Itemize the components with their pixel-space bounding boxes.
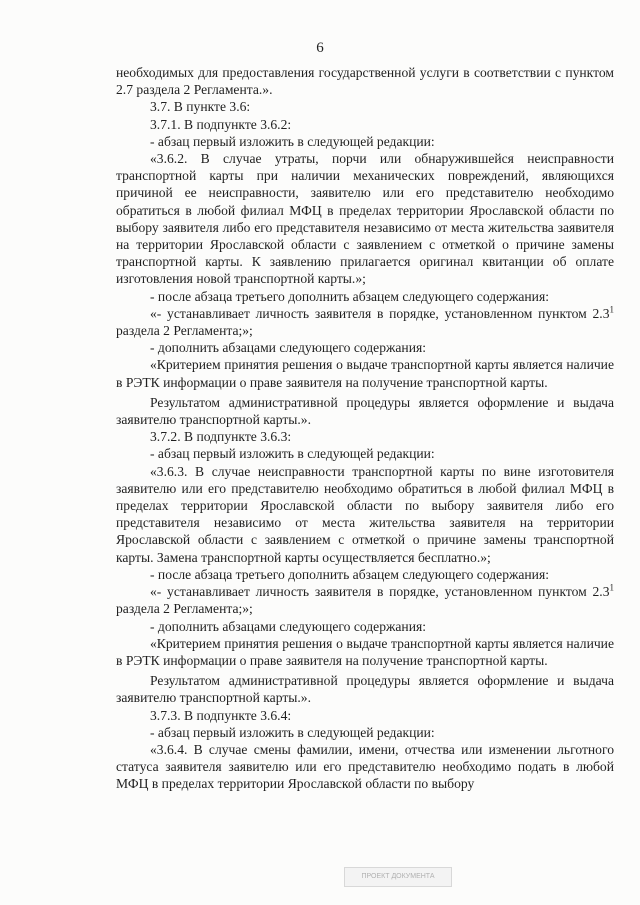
superscript: 1 — [609, 582, 614, 593]
paragraph: Результатом административной процедуры является оформление и выдача заявителю транспортной карты.». — [116, 673, 614, 706]
document-body — [116, 64, 614, 793]
paragraph: - после абзаца третьего дополнить абзацем следующего содержания: — [150, 288, 549, 304]
paragraph: 3.7.3. В подпункте 3.6.4: — [150, 707, 292, 723]
paragraph: 3.7. В пункте 3.6: — [150, 99, 251, 115]
paragraph: - дополнить абзацами следующего содержания: — [150, 340, 427, 356]
paragraph: «Критерием принятия решения о выдаче транспортной карты является наличие в РЭТК информации о праве заявителя на получение транспортной карты. — [116, 357, 614, 390]
paragraph: 3.7.1. В подпункте 3.6.2: — [150, 116, 292, 132]
paragraph — [116, 583, 614, 617]
paragraph: Результатом административной процедуры является оформление и выдача заявителю транспортной карты.». — [116, 394, 614, 428]
paragraph: 3.7.2. В подпункте 3.6.3: — [150, 429, 292, 445]
paragraph-text: «- устанавливает личность заявителя в порядке, установленном пунктом 2.3 — [150, 584, 610, 600]
paragraph-text: раздела 2 Регламента;»; — [116, 601, 253, 617]
paragraph: - абзац первый изложить в следующей редакции: — [150, 724, 435, 740]
paragraph: необходимых для предоставления государственной услуги в соответствии с пунктом 2.7 раздела 2 Регламента.». — [116, 65, 614, 98]
paragraph: «3.6.4. В случае смены фамилии, имени, отчества или изменении льготного статуса заявителя заявителю или его представителю необходимо подать в любой МФЦ в пределах территории Ярославской области по выбору — [116, 741, 614, 792]
paragraph: «3.6.2. В случае утраты, порчи или обнаружившейся неисправности транспортной карты при наличии механических повреждений, являющихся причиной ее неисправности, заявителю или его представителю необходимо обратиться в любой филиал МФЦ в пределах территории Ярославской области по выбору заявителя либо его представителя независимо от места жительства заявителя на территории Ярославской области с заявлением с отметкой о причине замены транспортной карты. К заявлению прилагается оригинал квитанции об оплате изготовления новой транспортной карты.»; — [116, 151, 614, 287]
paragraph: - абзац первый изложить в следующей редакции: — [150, 446, 435, 462]
paragraph: - дополнить абзацами следующего содержания: — [150, 618, 427, 634]
paragraph: - абзац первый изложить в следующей редакции: — [150, 133, 435, 149]
paragraph-text: «- устанавливает личность заявителя в порядке, установленном пунктом 2.3 — [150, 305, 610, 321]
paragraph: «3.6.3. В случае неисправности транспортной карты по вине изготовителя заявителю или его представителю необходимо обратиться в любой филиал МФЦ в пределах территории Ярославской области по выбору заявителя либо его представителя независимо от места жительства заявителя на территории Ярославской области с заявлением с отметкой о причине замены транспортной карты. Замена транспортной карты осуществляется бесплатно.»; — [116, 463, 614, 565]
document-stamp: ПРОЕКТ ДОКУМЕНТА — [344, 867, 452, 887]
paragraph — [116, 305, 614, 339]
paragraph: «Критерием принятия решения о выдаче транспортной карты является наличие в РЭТК информации о праве заявителя на получение транспортной карты. — [116, 635, 614, 668]
paragraph: - после абзаца третьего дополнить абзацем следующего содержания: — [150, 566, 549, 582]
superscript: 1 — [609, 304, 614, 315]
paragraph-text: раздела 2 Регламента;»; — [116, 323, 253, 339]
page-number: 6 — [316, 40, 324, 56]
